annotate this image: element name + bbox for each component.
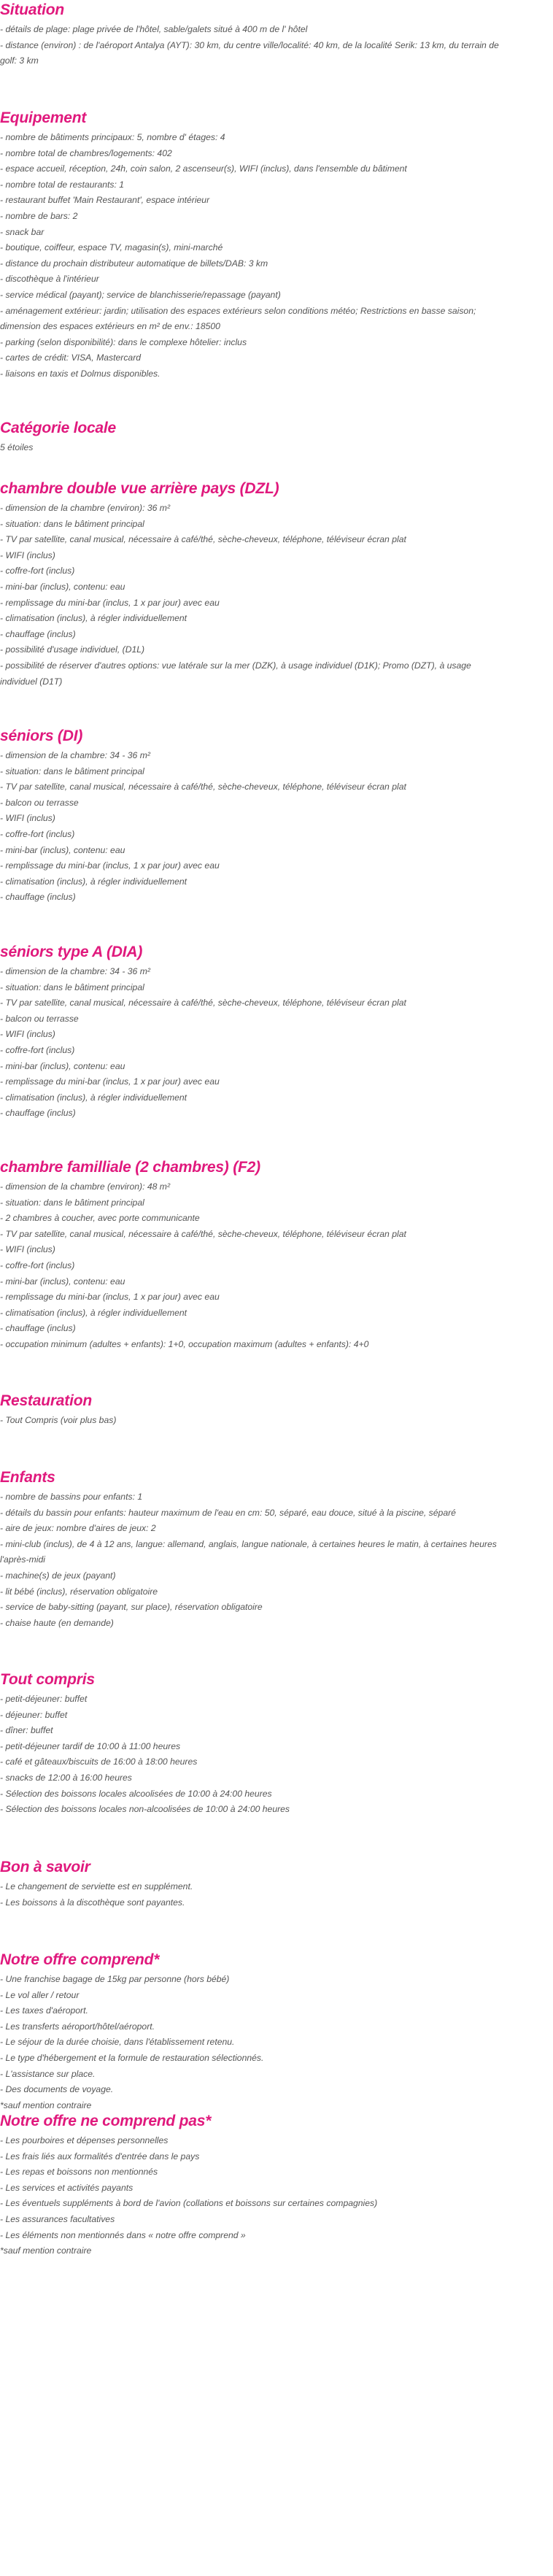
- list-item: - café et gâteaux/biscuits de 16:00 à 18:00 heures: [0, 1756, 198, 1767]
- list-item: - Sélection des boissons locales alcoolisées de 10:00 à 24:00 heures: [0, 1788, 272, 1799]
- list-item: - Des documents de voyage.: [0, 2084, 114, 2095]
- section-title: Notre offre ne comprend pas*: [0, 2113, 212, 2129]
- section-title: Bon à savoir: [0, 1859, 90, 1875]
- list-item: - Les éventuels suppléments à bord de l'avion (collations et boissons sur certaines compagnies): [0, 2198, 378, 2209]
- section-offrenecomprendpas: [0, 2111, 503, 2259]
- list-item: - climatisation (inclus), à régler individuellement: [0, 1092, 187, 1103]
- list-item: - Le vol aller / retour: [0, 1989, 80, 2000]
- list-item: - dimension de la chambre: 34 - 36 m²: [0, 966, 150, 976]
- list-item: - lit bébé (inclus), réservation obligatoire: [0, 1586, 158, 1597]
- list-item: - espace accueil, réception, 24h, coin salon, 2 ascenseur(s), WIFI (inclus), dans l'ensemble du bâtiment: [0, 163, 407, 174]
- list-item: - petit-déjeuner tardif de 10:00 à 11:00 heures: [0, 1740, 181, 1751]
- list-item: - remplissage du mini-bar (inclus, 1 x par jour) avec eau: [0, 860, 220, 871]
- section-title: chambre double vue arrière pays (DZL): [0, 480, 279, 497]
- list-item: - dîner: buffet: [0, 1725, 53, 1736]
- section-lines: [0, 22, 503, 69]
- list-item: - dimension de la chambre (environ): 48 m²: [0, 1181, 171, 1192]
- section-title: Tout compris: [0, 1671, 95, 1688]
- section-equipement: [0, 108, 503, 382]
- list-item: - 2 chambres à coucher, avec porte communicante: [0, 1213, 200, 1224]
- section-lines: [0, 1692, 503, 1818]
- list-item: - Les transferts aéroport/hôtel/aéroport.: [0, 2021, 155, 2032]
- list-item: - mini-club (inclus), de 4 à 12 ans, langue: allemand, anglais, langue nationale, à certaines heures le matin, à certaines heures l'après-midi: [0, 1538, 497, 1565]
- section-di: [0, 726, 503, 906]
- list-item: - snack bar: [0, 226, 45, 237]
- list-item: - Tout Compris (voir plus bas): [0, 1415, 117, 1425]
- list-item: - Les services et activités payants: [0, 2182, 134, 2193]
- list-item: - déjeuner: buffet: [0, 1709, 68, 1720]
- list-item: - possibilité d'usage individuel, (D1L): [0, 644, 145, 655]
- section-f2: [0, 1157, 503, 1353]
- section-situation: [0, 0, 503, 69]
- list-item: - distance (environ) : de l'aéroport Antalya (AYT): 30 km, du centre ville/localité: 40 km, de la localité Serik: 13 km, du terrain de golf: 3 km: [0, 39, 499, 66]
- list-item: - Sélection des boissons locales non-alcoolisées de 10:00 à 24:00 heures: [0, 1804, 290, 1815]
- list-item: 5 étoiles: [0, 442, 34, 452]
- list-item: - nombre de bars: 2: [0, 210, 78, 221]
- list-item: - Les boissons à la discothèque sont payantes.: [0, 1897, 185, 1908]
- section-lines: [0, 2133, 503, 2259]
- section-offrecomprend: [0, 1950, 503, 2113]
- list-item: - mini-bar (inclus), contenu: eau: [0, 1060, 125, 1071]
- list-item: - WIFI (inclus): [0, 1029, 55, 1040]
- section-title: Catégorie locale: [0, 420, 117, 436]
- section-title: Restauration: [0, 1392, 92, 1409]
- section-enfants: [0, 1468, 503, 1631]
- section-title: Equipement: [0, 109, 87, 126]
- list-item: - mini-bar (inclus), contenu: eau: [0, 1276, 125, 1287]
- section-lines: [0, 1413, 503, 1429]
- list-item: - coffre-fort (inclus): [0, 566, 75, 576]
- list-item: - Les repas et boissons non mentionnés: [0, 2167, 158, 2178]
- list-item: - L'assistance sur place.: [0, 2068, 96, 2079]
- list-item: - WIFI (inclus): [0, 1244, 55, 1255]
- list-item: - chauffage (inclus): [0, 628, 76, 639]
- list-item: - balcon ou terrasse: [0, 1013, 79, 1024]
- list-item: - parking (selon disponibilité): dans le complexe hôtelier: inclus: [0, 336, 247, 347]
- list-item: - Le changement de serviette est en supplément.: [0, 1881, 193, 1891]
- list-item: - chauffage (inclus): [0, 892, 76, 903]
- list-item: - situation: dans le bâtiment principal: [0, 982, 144, 992]
- list-item: - petit-déjeuner: buffet: [0, 1694, 88, 1704]
- section-title: séniors type A (DIA): [0, 944, 143, 960]
- list-item: - mini-bar (inclus), contenu: eau: [0, 581, 125, 592]
- section-lines: [0, 501, 503, 690]
- list-item: - Les frais liés aux formalités d'entrée dans le pays: [0, 2151, 200, 2162]
- list-item: - discothèque à l'intérieur: [0, 274, 99, 285]
- list-item: - remplissage du mini-bar (inclus, 1 x par jour) avec eau: [0, 1292, 220, 1303]
- list-item: - chauffage (inclus): [0, 1108, 76, 1119]
- list-item: - Les assurances facultatives: [0, 2213, 115, 2224]
- section-title: Notre offre comprend*: [0, 1951, 160, 1968]
- section-title: Situation: [0, 1, 65, 18]
- list-item: - situation: dans le bâtiment principal: [0, 1197, 144, 1208]
- list-item: - coffre-fort (inclus): [0, 1044, 75, 1055]
- section-lines: [0, 1879, 503, 1910]
- list-item: - WIFI (inclus): [0, 813, 55, 824]
- list-item: - situation: dans le bâtiment principal: [0, 766, 144, 776]
- list-item: *sauf mention contraire: [0, 2099, 92, 2110]
- list-item: - remplissage du mini-bar (inclus, 1 x par jour) avec eau: [0, 597, 220, 608]
- list-item: *sauf mention contraire: [0, 2245, 92, 2256]
- list-item: - Le séjour de la durée choisie, dans l'établissement retenu.: [0, 2037, 235, 2048]
- list-item: - TV par satellite, canal musical, nécessaire à café/thé, sèche-cheveux, téléphone, téléviseur écran plat: [0, 534, 406, 545]
- section-toutcompris: [0, 1670, 503, 1818]
- list-item: - TV par satellite, canal musical, nécessaire à café/thé, sèche-cheveux, téléphone, téléviseur écran plat: [0, 998, 406, 1009]
- list-item: - chaise haute (en demande): [0, 1617, 114, 1628]
- list-item: - nombre total de chambres/logements: 402: [0, 147, 172, 158]
- list-item: - possibilité de réserver d'autres options: vue latérale sur la mer (DZK), à usage individuel (D1K); Promo (DZT), à usage individuel (D1T): [0, 660, 471, 687]
- section-lines: [0, 748, 503, 906]
- list-item: - situation: dans le bâtiment principal: [0, 518, 144, 529]
- list-item: - Le type d'hébergement et la formule de restauration sélectionnés.: [0, 2052, 264, 2063]
- list-item: - chauffage (inclus): [0, 1323, 76, 1334]
- list-item: - cartes de crédit: VISA, Mastercard: [0, 352, 142, 363]
- section-bonasavoir: [0, 1857, 503, 1910]
- section-title: séniors (DI): [0, 728, 83, 744]
- list-item: - nombre de bâtiments principaux: 5, nombre d' étages: 4: [0, 132, 225, 142]
- section-dzl: [0, 479, 503, 690]
- section-lines: [0, 1972, 503, 2113]
- list-item: - restaurant buffet 'Main Restaurant', espace intérieur: [0, 195, 210, 206]
- list-item: - remplissage du mini-bar (inclus, 1 x par jour) avec eau: [0, 1076, 220, 1087]
- list-item: - WIFI (inclus): [0, 549, 55, 560]
- list-item: - occupation minimum (adultes + enfants): 1+0, occupation maximum (adultes + enfants): 4+0: [0, 1338, 369, 1349]
- section-title: chambre familliale (2 chambres) (F2): [0, 1159, 260, 1176]
- list-item: - dimension de la chambre: 34 - 36 m²: [0, 750, 150, 760]
- list-item: - liaisons en taxis et Dolmus disponibles.: [0, 368, 161, 379]
- list-item: - détails de plage: plage privée de l'hôtel, sable/galets situé à 400 m de l' hôtel: [0, 24, 308, 34]
- list-item: - dimension de la chambre (environ): 36 m²: [0, 503, 171, 513]
- list-item: - coffre-fort (inclus): [0, 828, 75, 839]
- list-item: - Les pourboires et dépenses personnelles: [0, 2135, 169, 2145]
- list-item: - aménagement extérieur: jardin; utilisation des espaces extérieurs selon conditions météo; Restrictions en basse saison; dimension des espaces extérieurs en m² de env.: 18500: [0, 305, 476, 332]
- list-item: - Les éléments non mentionnés dans « notre offre comprend »: [0, 2229, 246, 2240]
- list-item: - machine(s) de jeux (payant): [0, 1570, 116, 1581]
- list-item: - Les taxes d'aéroport.: [0, 2005, 88, 2016]
- section-lines: [0, 964, 503, 1122]
- list-item: - nombre total de restaurants: 1: [0, 179, 125, 190]
- section-lines: [0, 1179, 503, 1353]
- section-dia: [0, 942, 503, 1122]
- list-item: - coffre-fort (inclus): [0, 1260, 75, 1270]
- list-item: - balcon ou terrasse: [0, 797, 79, 808]
- section-lines: [0, 440, 503, 456]
- list-item: - détails du bassin pour enfants: hauteur maximum de l'eau en cm: 50, séparé, eau douce, situé à la piscine, séparé: [0, 1507, 456, 1518]
- section-restauration: [0, 1391, 503, 1429]
- list-item: - mini-bar (inclus), contenu: eau: [0, 844, 125, 855]
- list-item: - aire de jeux: nombre d'aires de jeux: 2: [0, 1523, 156, 1534]
- list-item: - TV par satellite, canal musical, nécessaire à café/thé, sèche-cheveux, téléphone, téléviseur écran plat: [0, 1228, 406, 1239]
- section-title: Enfants: [0, 1469, 55, 1486]
- list-item: - distance du prochain distributeur automatique de billets/DAB: 3 km: [0, 258, 268, 269]
- list-item: - climatisation (inclus), à régler individuellement: [0, 1307, 187, 1318]
- list-item: - boutique, coiffeur, espace TV, magasin(s), mini-marché: [0, 242, 223, 253]
- section-lines: [0, 1489, 503, 1631]
- list-item: - Une franchise bagage de 15kg par personne (hors bébé): [0, 1974, 230, 1984]
- section-lines: [0, 130, 503, 382]
- list-item: - climatisation (inclus), à régler individuellement: [0, 613, 187, 624]
- list-item: - service médical (payant); service de blanchisserie/repassage (payant): [0, 289, 281, 300]
- list-item: - climatisation (inclus), à régler individuellement: [0, 876, 187, 887]
- section-categorie: [0, 418, 503, 456]
- list-item: - service de baby-sitting (payant, sur place), réservation obligatoire: [0, 1602, 263, 1613]
- list-item: - TV par satellite, canal musical, nécessaire à café/thé, sèche-cheveux, téléphone, téléviseur écran plat: [0, 782, 406, 793]
- list-item: - nombre de bassins pour enfants: 1: [0, 1492, 143, 1502]
- list-item: - snacks de 12:00 à 16:00 heures: [0, 1772, 132, 1783]
